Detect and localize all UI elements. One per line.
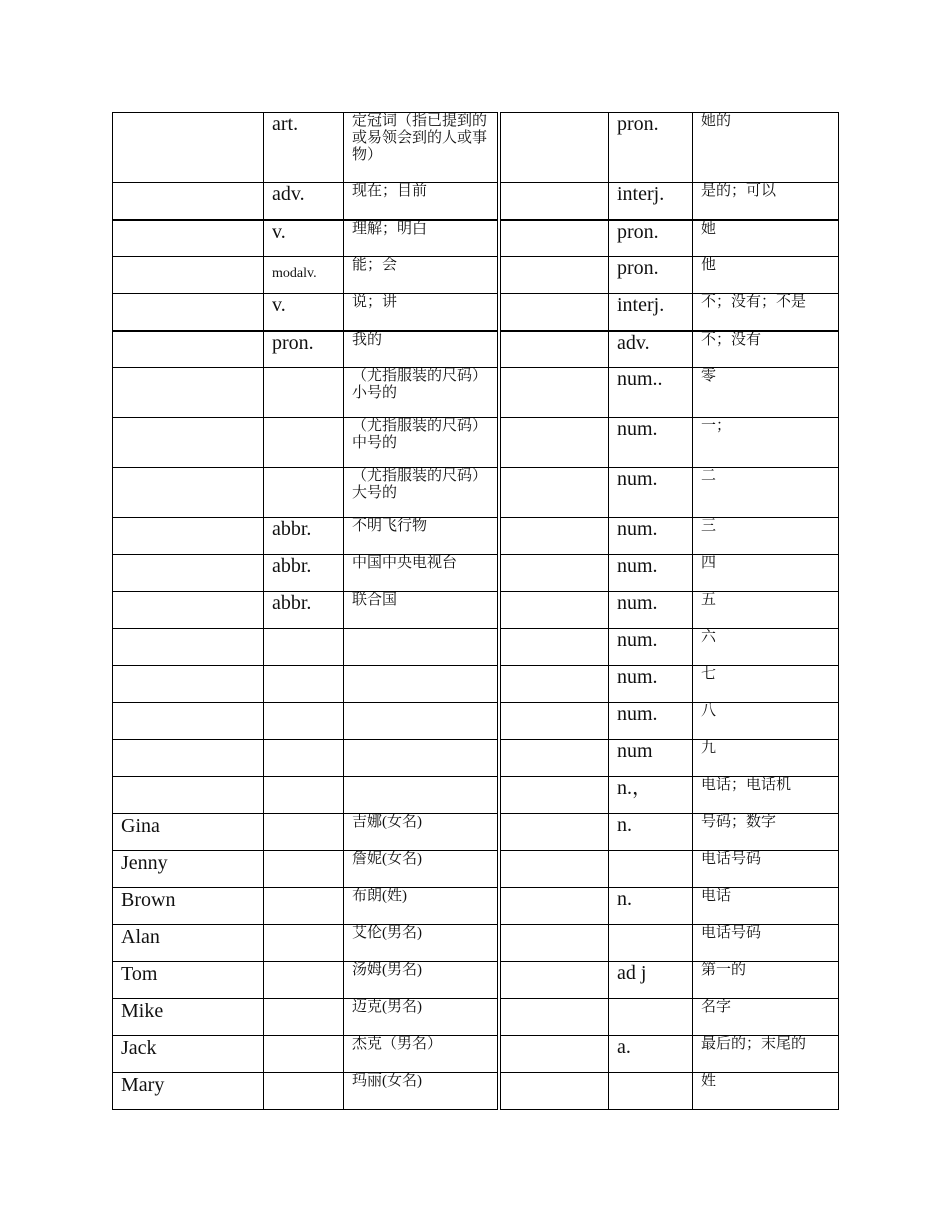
pos-cell: abbr. — [264, 555, 344, 592]
meaning-cell-right: 五 — [693, 592, 839, 629]
meaning-cell-right: 是的；可以 — [693, 183, 839, 220]
pos-cell — [264, 925, 344, 962]
pos-cell — [264, 1036, 344, 1073]
word-cell — [113, 555, 264, 592]
meaning-cell-right: 她 — [693, 220, 839, 257]
word-cell-right — [499, 999, 609, 1036]
pos-cell: v. — [264, 220, 344, 257]
word-cell — [113, 777, 264, 814]
meaning-cell: 迈克(男名) — [344, 999, 499, 1036]
word-cell — [113, 629, 264, 666]
word-cell-right — [499, 962, 609, 999]
pos-cell-right: pron. — [609, 220, 693, 257]
vocabulary-table — [112, 112, 839, 1110]
word-cell-right — [499, 740, 609, 777]
table-row — [113, 220, 839, 257]
meaning-cell-right: 电话；电话机 — [693, 777, 839, 814]
pos-cell-right: num — [609, 740, 693, 777]
word-cell: Mary — [113, 1073, 264, 1110]
word-cell-right — [499, 368, 609, 418]
pos-cell-right: num. — [609, 418, 693, 468]
meaning-cell: 现在；目前 — [344, 183, 499, 220]
table-row — [113, 925, 839, 962]
meaning-cell-right: 不；没有；不是 — [693, 294, 839, 331]
meaning-cell-right: 六 — [693, 629, 839, 666]
pos-cell-right — [609, 1073, 693, 1110]
pos-cell-right: pron. — [609, 257, 693, 294]
word-cell-right — [499, 294, 609, 331]
pos-cell-right: num. — [609, 592, 693, 629]
pos-cell-right: num. — [609, 666, 693, 703]
word-cell — [113, 666, 264, 703]
word-cell-right — [499, 113, 609, 183]
word-cell — [113, 740, 264, 777]
word-cell — [113, 418, 264, 468]
pos-cell: v. — [264, 294, 344, 331]
word-cell-right — [499, 888, 609, 925]
meaning-cell-right: 号码；数字 — [693, 814, 839, 851]
meaning-cell: 布朗(姓) — [344, 888, 499, 925]
word-cell-right — [499, 555, 609, 592]
pos-cell-right: num. — [609, 518, 693, 555]
table-row — [113, 418, 839, 468]
pos-cell: pron. — [264, 331, 344, 368]
word-cell — [113, 703, 264, 740]
meaning-cell-right: 最后的；末尾的 — [693, 1036, 839, 1073]
table-row — [113, 331, 839, 368]
table-row — [113, 666, 839, 703]
table-row — [113, 999, 839, 1036]
pos-cell-right: num.. — [609, 368, 693, 418]
meaning-cell: 詹妮(女名) — [344, 851, 499, 888]
table-row — [113, 518, 839, 555]
pos-cell — [264, 1073, 344, 1110]
table-row — [113, 740, 839, 777]
meaning-cell-right: 七 — [693, 666, 839, 703]
pos-cell: abbr. — [264, 518, 344, 555]
pos-cell-right: num. — [609, 629, 693, 666]
meaning-cell-right: 一； — [693, 418, 839, 468]
table-row — [113, 113, 839, 183]
pos-cell: art. — [264, 113, 344, 183]
meaning-cell: 定冠词（指已提到的或易领会到的人或事物） — [344, 113, 499, 183]
pos-cell: adv. — [264, 183, 344, 220]
meaning-cell-right: 不；没有 — [693, 331, 839, 368]
pos-cell-right: n. — [609, 814, 693, 851]
word-cell — [113, 113, 264, 183]
pos-cell-right: ad j — [609, 962, 693, 999]
pos-cell-right: a. — [609, 1036, 693, 1073]
pos-cell — [264, 999, 344, 1036]
word-cell — [113, 518, 264, 555]
word-cell — [113, 183, 264, 220]
word-cell — [113, 257, 264, 294]
pos-cell — [264, 666, 344, 703]
word-cell-right — [499, 331, 609, 368]
meaning-cell-right: 她的 — [693, 113, 839, 183]
word-cell — [113, 468, 264, 518]
meaning-cell: 汤姆(男名) — [344, 962, 499, 999]
word-cell-right — [499, 666, 609, 703]
word-cell: Alan — [113, 925, 264, 962]
pos-cell — [264, 851, 344, 888]
word-cell-right — [499, 925, 609, 962]
word-cell: Jack — [113, 1036, 264, 1073]
word-cell-right — [499, 1073, 609, 1110]
meaning-cell-right: 他 — [693, 257, 839, 294]
word-cell: Tom — [113, 962, 264, 999]
pos-cell-right: adv. — [609, 331, 693, 368]
pos-cell-right: interj. — [609, 294, 693, 331]
word-cell-right — [499, 468, 609, 518]
pos-cell — [264, 368, 344, 418]
meaning-cell: 中国中央电视台 — [344, 555, 499, 592]
meaning-cell: 能；会 — [344, 257, 499, 294]
pos-cell-right: pron. — [609, 113, 693, 183]
meaning-cell: （尤指服装的尺码）小号的 — [344, 368, 499, 418]
word-cell-right — [499, 418, 609, 468]
meaning-cell: 理解；明白 — [344, 220, 499, 257]
word-cell-right — [499, 183, 609, 220]
word-cell-right — [499, 851, 609, 888]
word-cell-right — [499, 1036, 609, 1073]
meaning-cell — [344, 740, 499, 777]
meaning-cell: 玛丽(女名) — [344, 1073, 499, 1110]
pos-cell — [264, 814, 344, 851]
pos-cell-right: num. — [609, 555, 693, 592]
meaning-cell — [344, 703, 499, 740]
table-row — [113, 468, 839, 518]
meaning-cell-right: 四 — [693, 555, 839, 592]
meaning-cell: 说；讲 — [344, 294, 499, 331]
meaning-cell — [344, 777, 499, 814]
table-row — [113, 888, 839, 925]
word-cell — [113, 294, 264, 331]
table-row — [113, 257, 839, 294]
meaning-cell — [344, 666, 499, 703]
word-cell-right — [499, 814, 609, 851]
word-cell-right — [499, 703, 609, 740]
meaning-cell-right: 电话 — [693, 888, 839, 925]
meaning-cell: 杰克（男名） — [344, 1036, 499, 1073]
word-cell — [113, 592, 264, 629]
meaning-cell: （尤指服装的尺码）大号的 — [344, 468, 499, 518]
pos-cell-right: n. — [609, 888, 693, 925]
pos-cell-right: n.， — [609, 777, 693, 814]
pos-cell — [264, 740, 344, 777]
word-cell — [113, 368, 264, 418]
table-row — [113, 962, 839, 999]
meaning-cell-right: 九 — [693, 740, 839, 777]
pos-cell: modalv. — [264, 257, 344, 294]
table-row — [113, 368, 839, 418]
meaning-cell-right: 零 — [693, 368, 839, 418]
vocabulary-table-body — [113, 113, 839, 1110]
meaning-cell: 不明飞行物 — [344, 518, 499, 555]
pos-cell: abbr. — [264, 592, 344, 629]
word-cell — [113, 220, 264, 257]
meaning-cell: 我的 — [344, 331, 499, 368]
meaning-cell: 联合国 — [344, 592, 499, 629]
pos-cell-right: interj. — [609, 183, 693, 220]
table-row — [113, 592, 839, 629]
word-cell: Mike — [113, 999, 264, 1036]
meaning-cell-right: 三 — [693, 518, 839, 555]
pos-cell-right — [609, 851, 693, 888]
word-cell-right — [499, 220, 609, 257]
word-cell-right — [499, 592, 609, 629]
meaning-cell: 吉娜(女名) — [344, 814, 499, 851]
meaning-cell-right: 电话号码 — [693, 925, 839, 962]
table-row — [113, 294, 839, 331]
word-cell: Gina — [113, 814, 264, 851]
pos-cell-right: num. — [609, 703, 693, 740]
word-cell: Brown — [113, 888, 264, 925]
word-cell-right — [499, 518, 609, 555]
pos-cell — [264, 468, 344, 518]
pos-cell — [264, 629, 344, 666]
pos-cell — [264, 777, 344, 814]
word-cell-right — [499, 777, 609, 814]
table-row — [113, 851, 839, 888]
pos-cell-right — [609, 999, 693, 1036]
pos-cell-right — [609, 925, 693, 962]
word-cell: Jenny — [113, 851, 264, 888]
table-row — [113, 1036, 839, 1073]
meaning-cell-right: 姓 — [693, 1073, 839, 1110]
table-row — [113, 814, 839, 851]
word-cell — [113, 331, 264, 368]
table-row — [113, 183, 839, 220]
word-cell-right — [499, 629, 609, 666]
word-cell-right — [499, 257, 609, 294]
meaning-cell: 艾伦(男名) — [344, 925, 499, 962]
meaning-cell — [344, 629, 499, 666]
pos-cell — [264, 962, 344, 999]
meaning-cell-right: 名字 — [693, 999, 839, 1036]
pos-cell — [264, 418, 344, 468]
meaning-cell-right: 第一的 — [693, 962, 839, 999]
meaning-cell-right: 八 — [693, 703, 839, 740]
table-row — [113, 777, 839, 814]
meaning-cell: （尤指服装的尺码）中号的 — [344, 418, 499, 468]
table-row — [113, 629, 839, 666]
pos-cell — [264, 888, 344, 925]
table-row — [113, 1073, 839, 1110]
pos-cell — [264, 703, 344, 740]
pos-cell-right: num. — [609, 468, 693, 518]
table-row — [113, 703, 839, 740]
table-row — [113, 555, 839, 592]
meaning-cell-right: 电话号码 — [693, 851, 839, 888]
meaning-cell-right: 二 — [693, 468, 839, 518]
